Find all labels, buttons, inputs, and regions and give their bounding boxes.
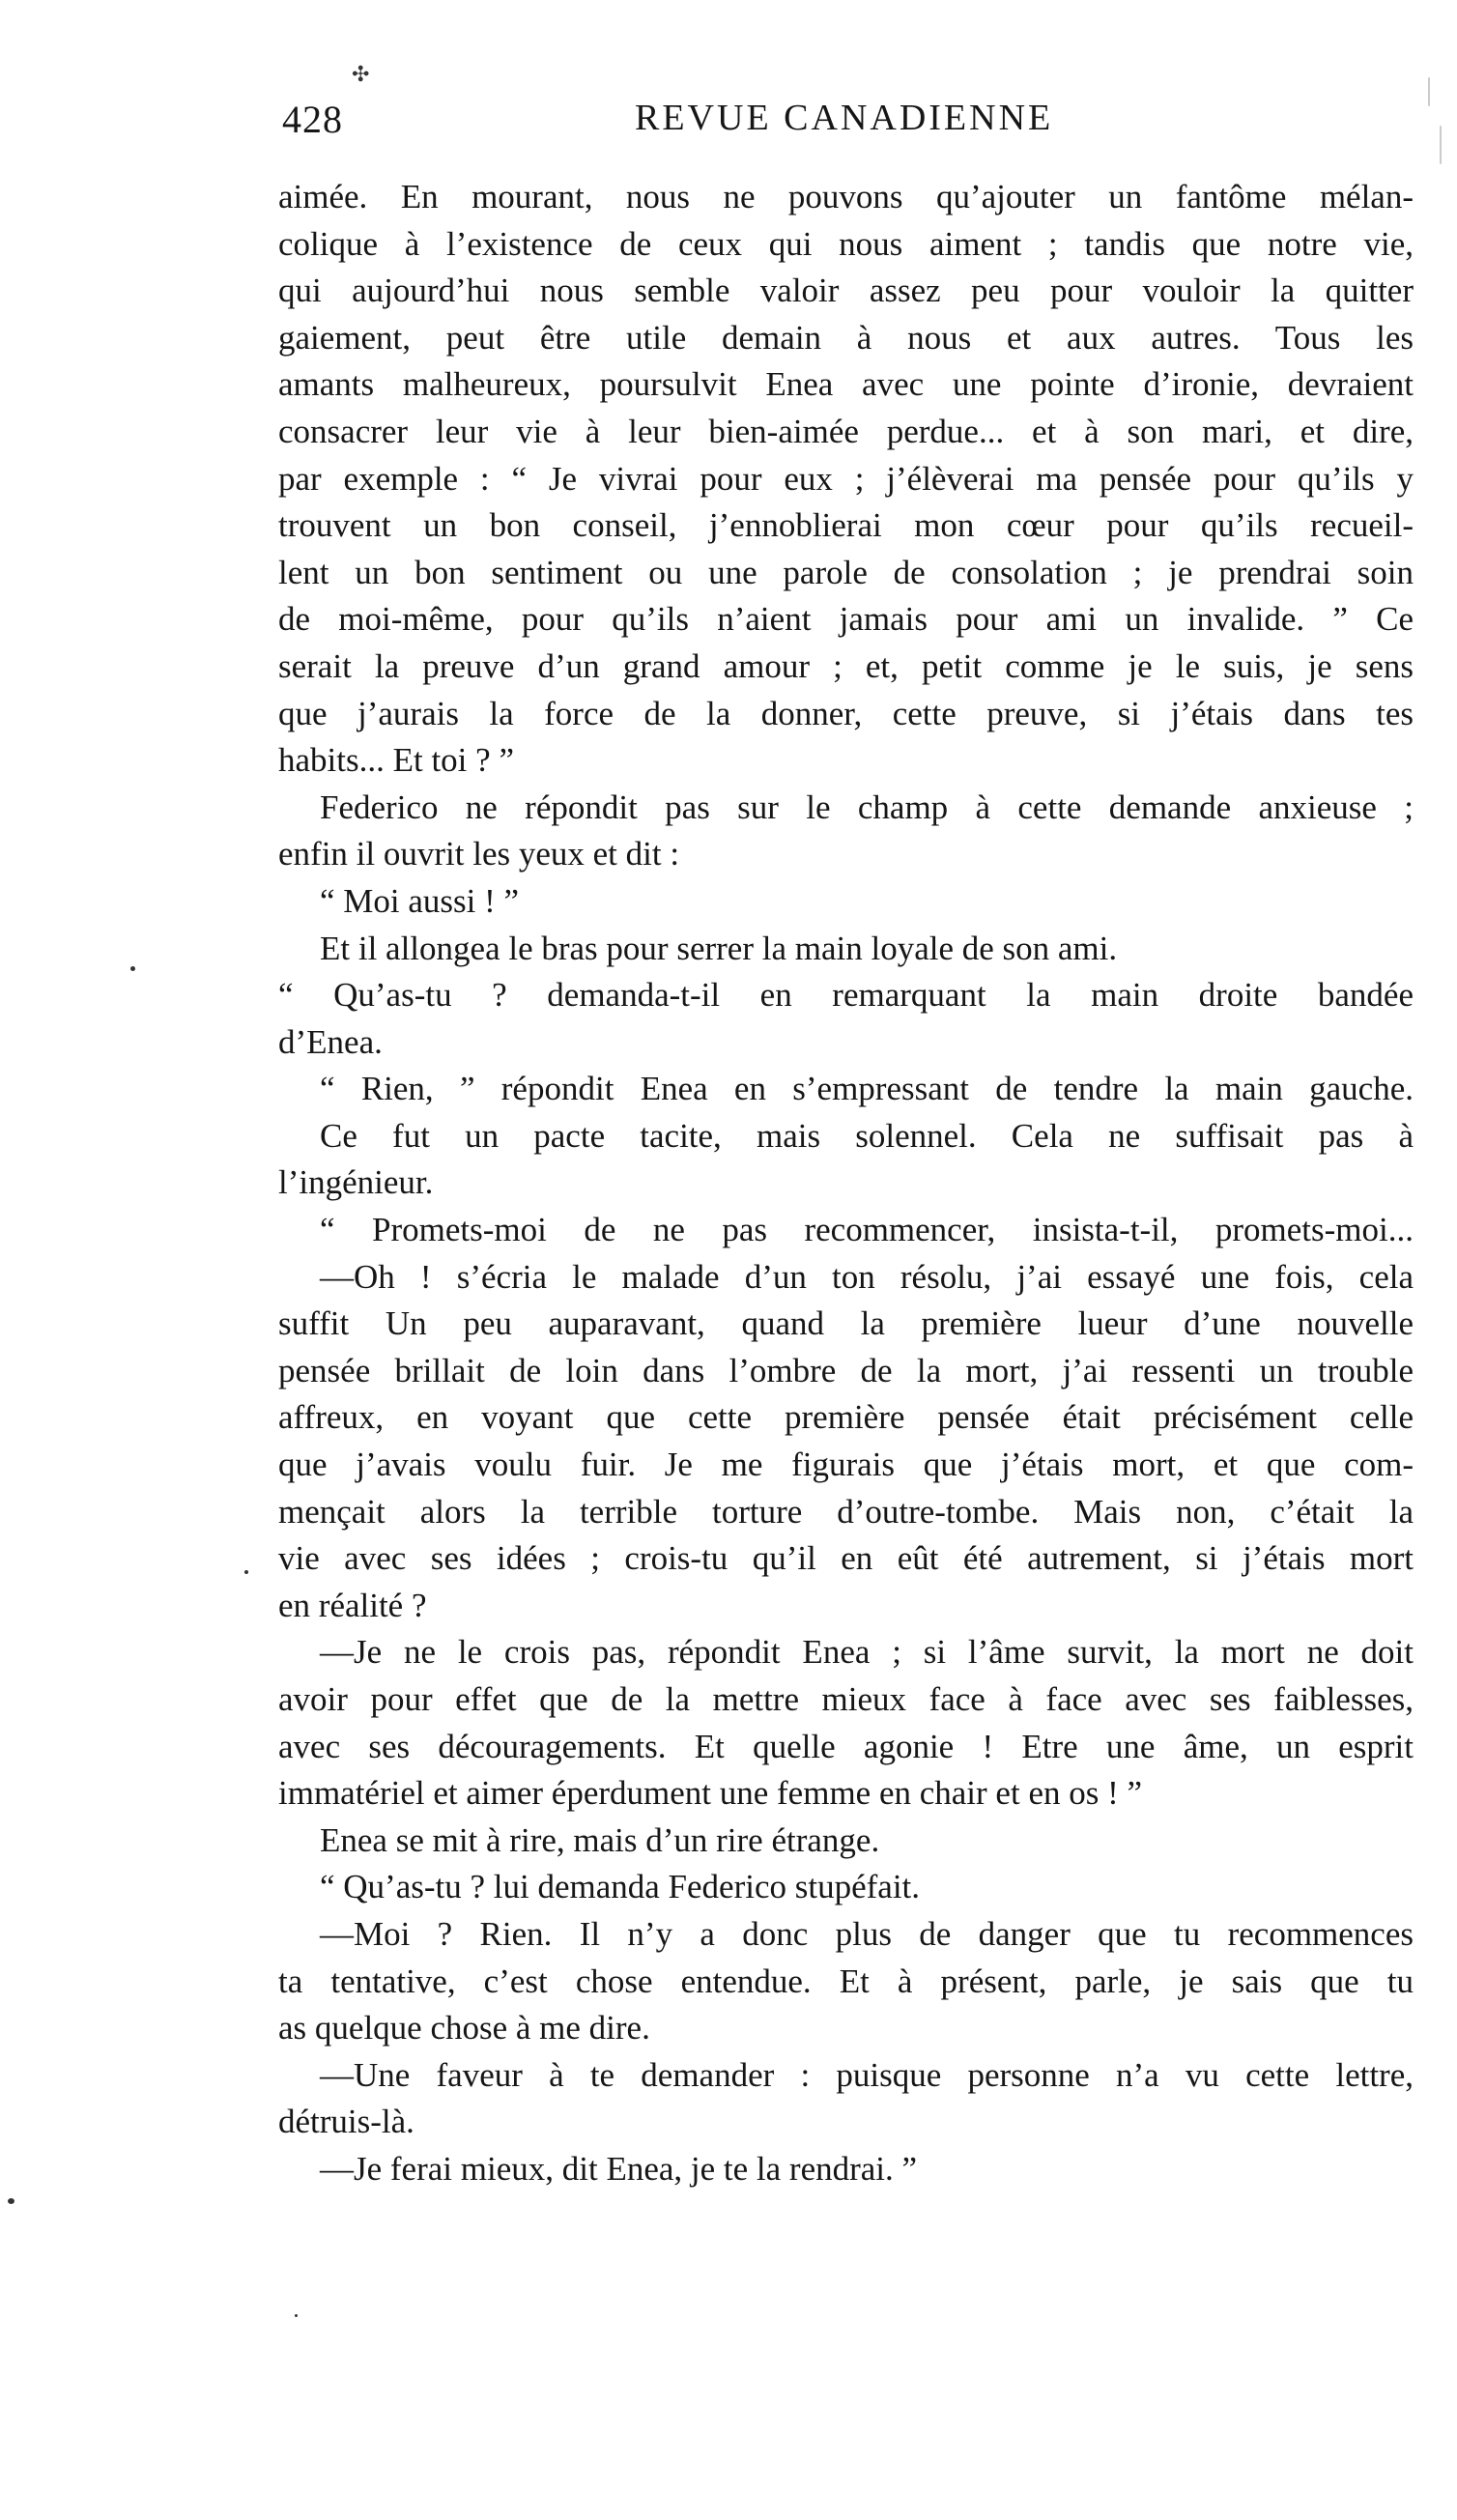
page-header: [282, 97, 1422, 155]
running-title: REVUE CANADIENNE: [635, 98, 1054, 138]
text-line: consacrer leur vie à leur bien-aimée perdue... et à son mari, et dire,: [278, 412, 1414, 450]
text-line: détruis-là.: [278, 2103, 414, 2141]
text-line: l’ingénieur.: [278, 1163, 434, 1202]
text-line: —Je ne le crois pas, répondit Enea ; si l’âme survit, la mort ne doit: [320, 1633, 1414, 1672]
text-line: avec ses découragements. Et quelle agonie ! Etre une âme, un esprit: [278, 1727, 1414, 1765]
text-line: “ Qu’as-tu ? demanda-t-il en remarquant la main droite bandée: [278, 976, 1414, 1015]
text-line: “ Moi aussi ! ”: [320, 881, 520, 920]
text-line: —Oh ! s’écria le malade d’un ton résolu, j’ai essayé une fois, cela: [320, 1257, 1414, 1296]
text-line: Enea se mit à rire, mais d’un rire étrange.: [320, 1820, 880, 1859]
text-line: vie avec ses idées ; crois-tu qu’il en eût été autrement, si j’étais mort: [278, 1539, 1414, 1578]
text-line: aimée. En mourant, nous ne pouvons qu’ajouter un fantôme mélan-: [278, 178, 1414, 215]
text-line: Federico ne répondit pas sur le champ à cette demande anxieuse ;: [320, 788, 1414, 826]
text-line: affreux, en voyant que cette première pensée était précisément celle: [278, 1398, 1414, 1437]
text-line: habits... Et toi ? ”: [278, 741, 514, 780]
scan-speck: [244, 1570, 248, 1574]
text-line: serait la preuve d’un grand amour ; et, petit comme je le suis, je sens: [278, 646, 1414, 685]
text-line: —Une faveur à te demander : puisque personne n’a vu cette lettre,: [320, 2055, 1414, 2094]
text-line: ta tentative, c’est chose entendue. Et à présent, parle, je sais que tu: [278, 1962, 1414, 2000]
body-text: [278, 174, 1414, 2193]
text-line: pensée brillait de loin dans l’ombre de la mort, j’ai ressenti un trouble: [278, 1351, 1414, 1389]
text-line: Et il allongea le bras pour serrer la main loyale de son ami.: [320, 929, 1118, 967]
page-number: 428: [282, 98, 343, 141]
scan-speck: [295, 2314, 298, 2317]
text-line: “ Qu’as-tu ? lui demanda Federico stupéfait.: [320, 1868, 921, 1906]
text-line: que j’avais voulu fuir. Je me figurais que j’étais mort, et que com-: [278, 1446, 1414, 1484]
text-line: —Je ferai mieux, dit Enea, je te la rendrai. ”: [320, 2149, 918, 2188]
text-line: de moi-même, pour qu’ils n’aient jamais pour ami un invalide. ” Ce: [278, 600, 1414, 639]
printer-mark: ✣: [352, 62, 370, 86]
text-line: amants malheureux, poursulvit Enea avec une pointe d’ironie, devraient: [278, 365, 1414, 404]
text-line: qui aujourd’hui nous semble valoir assez peu pour vouloir la quitter: [278, 272, 1414, 310]
text-line: lent un bon sentiment ou une parole de consolation ; je prendrai soin: [278, 553, 1414, 591]
text-line: immatériel et aimer éperdument une femme en chair et en os ! ”: [278, 1774, 1143, 1813]
scan-speck: [8, 2198, 14, 2204]
text-line: en réalité ?: [278, 1586, 427, 1624]
text-line: colique à l’existence de ceux qui nous aiment ; tandis que notre vie,: [278, 224, 1414, 263]
text-line: mençait alors la terrible torture d’outre-tombe. Mais non, c’était la: [278, 1492, 1414, 1531]
text-line: avoir pour effet que de la mettre mieux face à face avec ses faiblesses,: [278, 1680, 1414, 1718]
text-line: d’Enea.: [278, 1022, 383, 1061]
scan-speck: [1440, 126, 1442, 164]
text-line: Ce fut un pacte tacite, mais solennel. Cela ne suffisait pas à: [320, 1116, 1414, 1155]
scan-speck: [1428, 77, 1430, 106]
text-line: as quelque chose à me dire.: [278, 2009, 650, 2048]
text-line: enfin il ouvrit les yeux et dit :: [278, 835, 680, 873]
text-line: gaiement, peut être utile demain à nous et aux autres. Tous les: [278, 318, 1414, 357]
text-line: —Moi ? Rien. Il n’y a donc plus de danger que tu recommences: [320, 1914, 1414, 1953]
scan-speck: [130, 966, 135, 971]
text-line: trouvent un bon conseil, j’ennoblierai mon cœur pour qu’ils recueil-: [278, 506, 1414, 545]
text-line: par exemple : “ Je vivrai pour eux ; j’élèverai ma pensée pour qu’ils y: [278, 459, 1414, 498]
text-line: que j’aurais la force de la donner, cette preuve, si j’étais dans tes: [278, 694, 1414, 732]
text-line: “ Rien, ” répondit Enea en s’empressant de tendre la main gauche.: [320, 1070, 1414, 1108]
text-line: suffit Un peu auparavant, quand la première lueur d’une nouvelle: [278, 1304, 1414, 1343]
text-line: “ Promets-moi de ne pas recommencer, insista-t-il, promets-moi...: [320, 1211, 1414, 1249]
